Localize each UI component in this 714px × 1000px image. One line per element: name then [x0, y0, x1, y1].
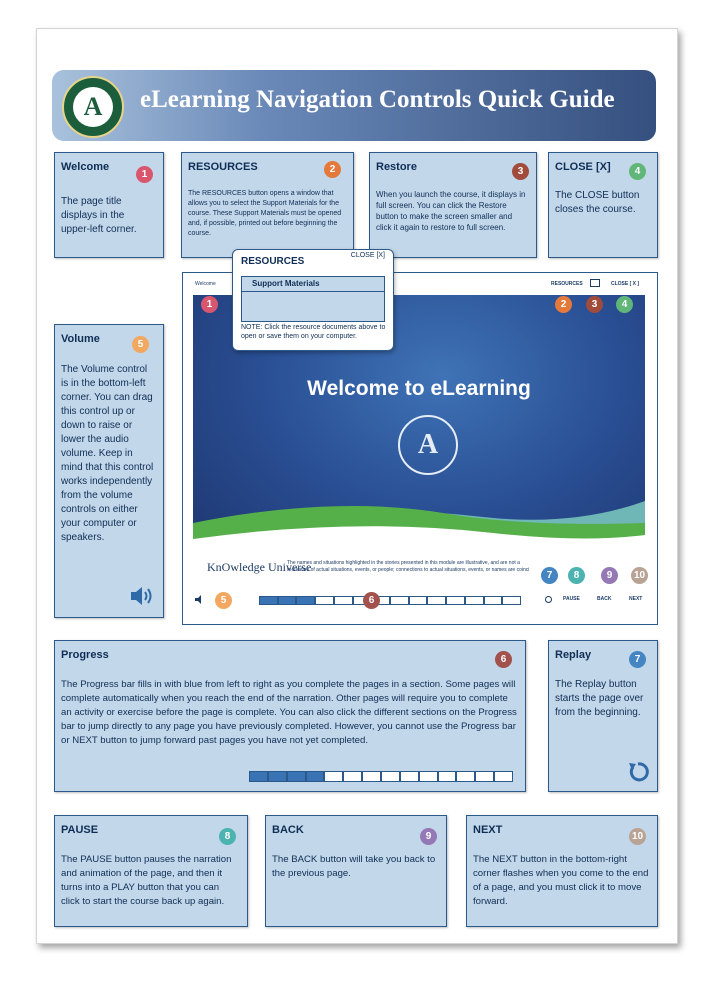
screen-badge-3: 3 — [586, 296, 603, 313]
card-resources — [181, 152, 354, 258]
card-title: BACK — [272, 824, 304, 836]
replay-icon — [627, 761, 649, 783]
progress-segment[interactable] — [456, 771, 475, 782]
screen-badge-10: 10 — [631, 567, 648, 584]
card-title: Volume — [61, 333, 100, 345]
progress-segment[interactable] — [381, 771, 400, 782]
card-title: PAUSE — [61, 824, 99, 836]
card-close — [548, 152, 658, 258]
badge-2: 2 — [324, 161, 341, 178]
card-next — [466, 815, 658, 927]
screen-badge-2: 2 — [555, 296, 572, 313]
progress-segment[interactable] — [502, 596, 521, 605]
screen-badge-7: 7 — [541, 567, 558, 584]
card-title: Welcome — [61, 161, 110, 173]
card-title: Replay — [555, 649, 592, 661]
disclaimer-line-1: The names and situations highlighted in the stories presented in this module are illustrative, and are not a — [287, 560, 520, 566]
screen-badge-1: 1 — [201, 296, 218, 313]
logo-letter: A — [73, 87, 113, 127]
card-text: The Replay button starts the page over from the beginning. — [555, 679, 644, 718]
card-replay — [548, 640, 658, 792]
card-text: The NEXT button in the bottom-right corner flashes when you come to the end of a page, and you must click it to move forward. — [473, 854, 649, 907]
progress-segment[interactable] — [494, 771, 513, 782]
progress-segment[interactable] — [278, 596, 297, 605]
card-title: RESOURCES — [188, 161, 258, 173]
speaker-icon — [129, 585, 155, 607]
card-pause — [54, 815, 248, 927]
card-text: The PAUSE button pauses the narration and animation of the page, and then it turns into a PLAY button that you can click to start the course back up again. — [61, 854, 232, 907]
progress-segment[interactable] — [484, 596, 503, 605]
progress-segment[interactable] — [390, 596, 409, 605]
screen-badge-6: 6 — [363, 592, 380, 609]
card-text: The page title displays in the upper-left corner. — [61, 196, 137, 235]
card-text: The Volume control is in the bottom-left corner. You can drag this control up or down to raise or lower the audio volume. Keep in mind that this control works independently from the volume controls on either your computer or speakers. — [61, 364, 154, 543]
progress-segment[interactable] — [324, 771, 343, 782]
progress-segment[interactable] — [362, 771, 381, 782]
screen-badge-4: 4 — [616, 296, 633, 313]
screen-close-button[interactable]: CLOSE [ X ] — [611, 281, 640, 287]
progress-bar-example — [249, 771, 513, 782]
card-text: The Progress bar fills in with blue from left to right as you complete the pages in a section. Some pages will complete automatically when you reach the end of the narration. Other pages will require you to complete an activity or exercise before the page is complete. You can also click the different sections on the Progress bar to jump directly to any page you have previously completed. However, you cannot use the Progress bar or NEXT button to jump forward past pages you have not yet completed. — [61, 679, 517, 746]
card-welcome — [54, 152, 164, 258]
progress-segment[interactable] — [400, 771, 419, 782]
badge-5: 5 — [132, 336, 149, 353]
progress-segment[interactable] — [268, 771, 287, 782]
progress-segment[interactable] — [409, 596, 428, 605]
screen-resources-button[interactable]: RESOURCES — [551, 281, 583, 287]
progress-segment[interactable] — [475, 771, 494, 782]
popup-title: RESOURCES — [241, 256, 305, 267]
badge-4: 4 — [629, 163, 646, 180]
progress-segment[interactable] — [343, 771, 362, 782]
stage-title: Welcome to eLearning — [307, 377, 531, 400]
progress-segment[interactable] — [306, 771, 325, 782]
badge-1: 1 — [136, 166, 153, 183]
support-materials-header[interactable]: Support Materials — [242, 277, 384, 292]
card-title: NEXT — [473, 824, 503, 836]
screen-badge-9: 9 — [601, 567, 618, 584]
progress-segment[interactable] — [465, 596, 484, 605]
resources-popup — [232, 249, 394, 351]
progress-segment[interactable] — [334, 596, 353, 605]
badge-6: 6 — [495, 651, 512, 668]
card-text: The CLOSE button closes the course. — [555, 190, 640, 215]
support-materials-box — [241, 276, 385, 322]
card-restore — [369, 152, 537, 258]
screen-badge-5: 5 — [215, 592, 232, 609]
progress-segment[interactable] — [438, 771, 457, 782]
card-title: CLOSE [X] — [555, 161, 611, 173]
progress-segment[interactable] — [249, 771, 268, 782]
card-title: Progress — [61, 649, 109, 661]
disclaimer-line-2: recreation of actual situations, events, or people; connections to actual situations, events, or names are coinci — [287, 567, 530, 573]
screen-pause-button[interactable]: PAUSE — [563, 596, 580, 602]
card-text: The BACK button will take you back to the previous page. — [272, 854, 436, 879]
card-progress — [54, 640, 526, 792]
popup-note: NOTE: Click the resource documents above to open or save them on your computer. — [241, 324, 386, 340]
brand-logo: KnOwledge Universe — [207, 560, 312, 574]
card-text: The RESOURCES button opens a window that allows you to select the Support Materials for the course. These Support Materials must be opened and, if possible, printed out before beginning the course. — [188, 190, 342, 237]
badge-9: 9 — [420, 828, 437, 845]
screen-next-button[interactable]: NEXT — [629, 596, 643, 602]
badge-3: 3 — [512, 163, 529, 180]
progress-segment[interactable] — [287, 771, 306, 782]
card-volume — [54, 324, 164, 618]
progress-segment[interactable] — [419, 771, 438, 782]
screen-page-title: Welcome — [195, 281, 216, 287]
card-back — [265, 815, 447, 927]
badge-10: 10 — [629, 828, 646, 845]
page-title: eLearning Navigation Controls Quick Guide — [140, 86, 615, 113]
progress-segment[interactable] — [315, 596, 334, 605]
screen-back-button[interactable]: BACK — [597, 596, 612, 602]
screen-restore-icon[interactable] — [590, 279, 600, 287]
academy-logo — [62, 76, 124, 138]
badge-8: 8 — [219, 828, 236, 845]
screen-replay-icon[interactable] — [545, 596, 552, 603]
progress-segment[interactable] — [427, 596, 446, 605]
screen-volume-icon[interactable] — [195, 595, 205, 604]
progress-segment[interactable] — [296, 596, 315, 605]
screen-badge-8: 8 — [568, 567, 585, 584]
stage-seal-logo: A — [398, 415, 458, 475]
badge-7: 7 — [629, 651, 646, 668]
card-text: When you launch the course, it displays in full screen. You can click the Restore button to make the screen smaller and click it again to restore to full screen. — [376, 190, 526, 232]
card-title: Restore — [376, 161, 417, 173]
screen-progress-bar[interactable] — [259, 596, 521, 605]
popup-close-button[interactable]: CLOSE [X] — [350, 252, 385, 259]
progress-segment[interactable] — [259, 596, 278, 605]
progress-segment[interactable] — [446, 596, 465, 605]
header-banner — [52, 70, 656, 141]
